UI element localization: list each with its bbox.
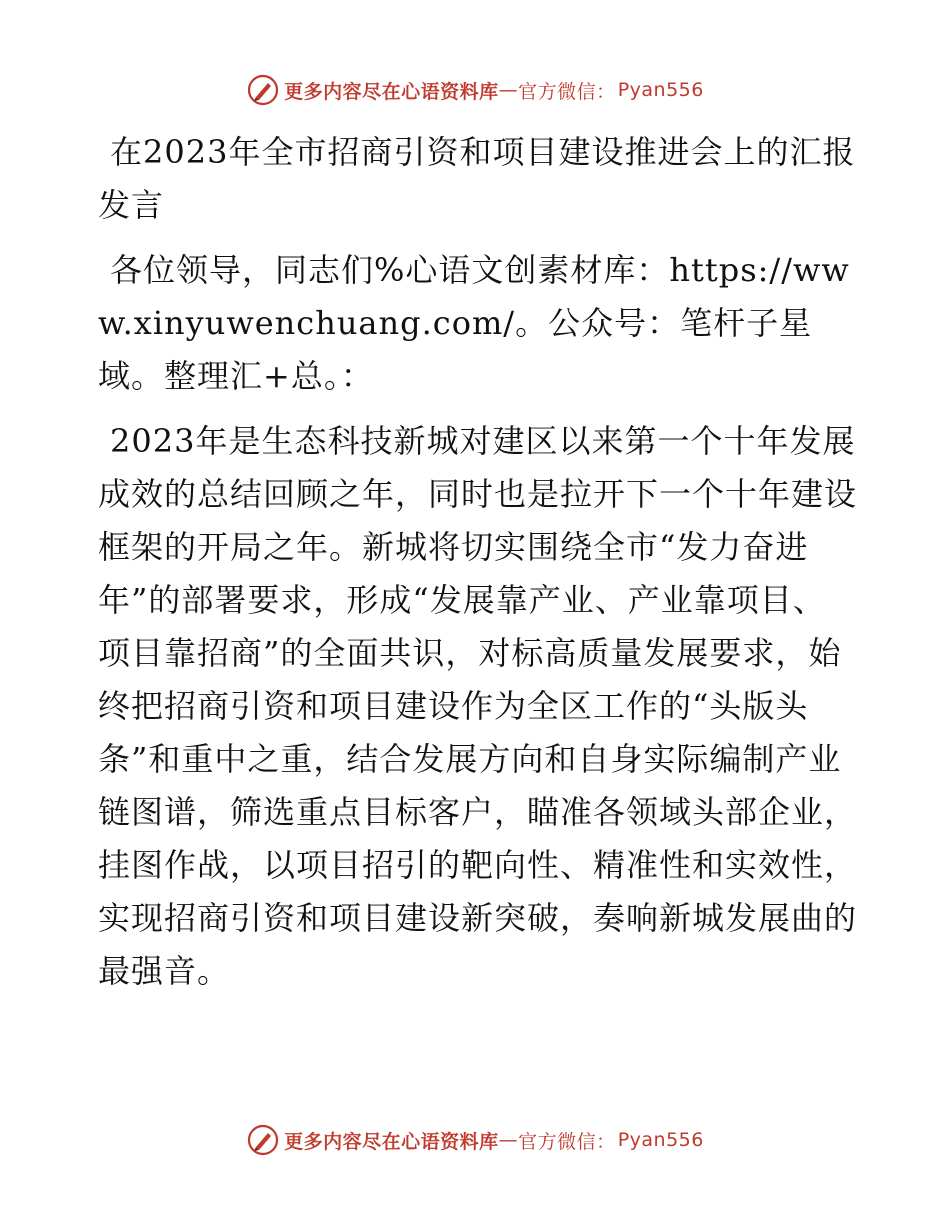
document-body [98,126,858,998]
watermark-brand: 更多内容尽在心语资料库 [284,1130,499,1153]
watermark-footer [0,1120,950,1160]
pen-logo-icon [246,73,280,107]
body-paragraph: 2023年是生态科技新城对建区以来第一个十年发展成效的总结回顾之年，同时也是拉开下一个十年建设框架的开局之年。新城将切实围绕全市“发力奋进年”的部署要求，形成“发展靠产业、产业靠项目、项目靠招商”的全面共识，对标高质量发展要求，始终把招商引资和项目建设作为全区工作的“头版头条”和重中之重，结合发展方向和自身实际编制产业链图谱，筛选重点目标客户，瞄准各领域头部企业，挂图作战，以项目招引的靶向性、精准性和实效性，实现招商引资和项目建设新突破，奏响新城发展曲的最强音。 [98,422,858,990]
watermark-header [0,70,950,110]
watermark-separator: — [498,79,519,101]
watermark-separator: — [498,1129,519,1151]
watermark-account: Pyan556 [617,1129,704,1151]
watermark-label: 官方微信： [518,80,616,103]
watermark-account: Pyan556 [617,79,704,101]
watermark-brand: 更多内容尽在心语资料库 [284,80,499,103]
pen-logo-icon [246,1123,280,1157]
greeting-paragraph: 各位领导，同志们%心语文创素材库：https://www.xinyuwenchuang.com/。公众号：笔杆子星域。整理汇+总。： [98,251,850,395]
watermark-label: 官方微信： [518,1130,616,1153]
document-title: 在2023年全市招商引资和项目建设推进会上的汇报发言 [98,133,856,224]
